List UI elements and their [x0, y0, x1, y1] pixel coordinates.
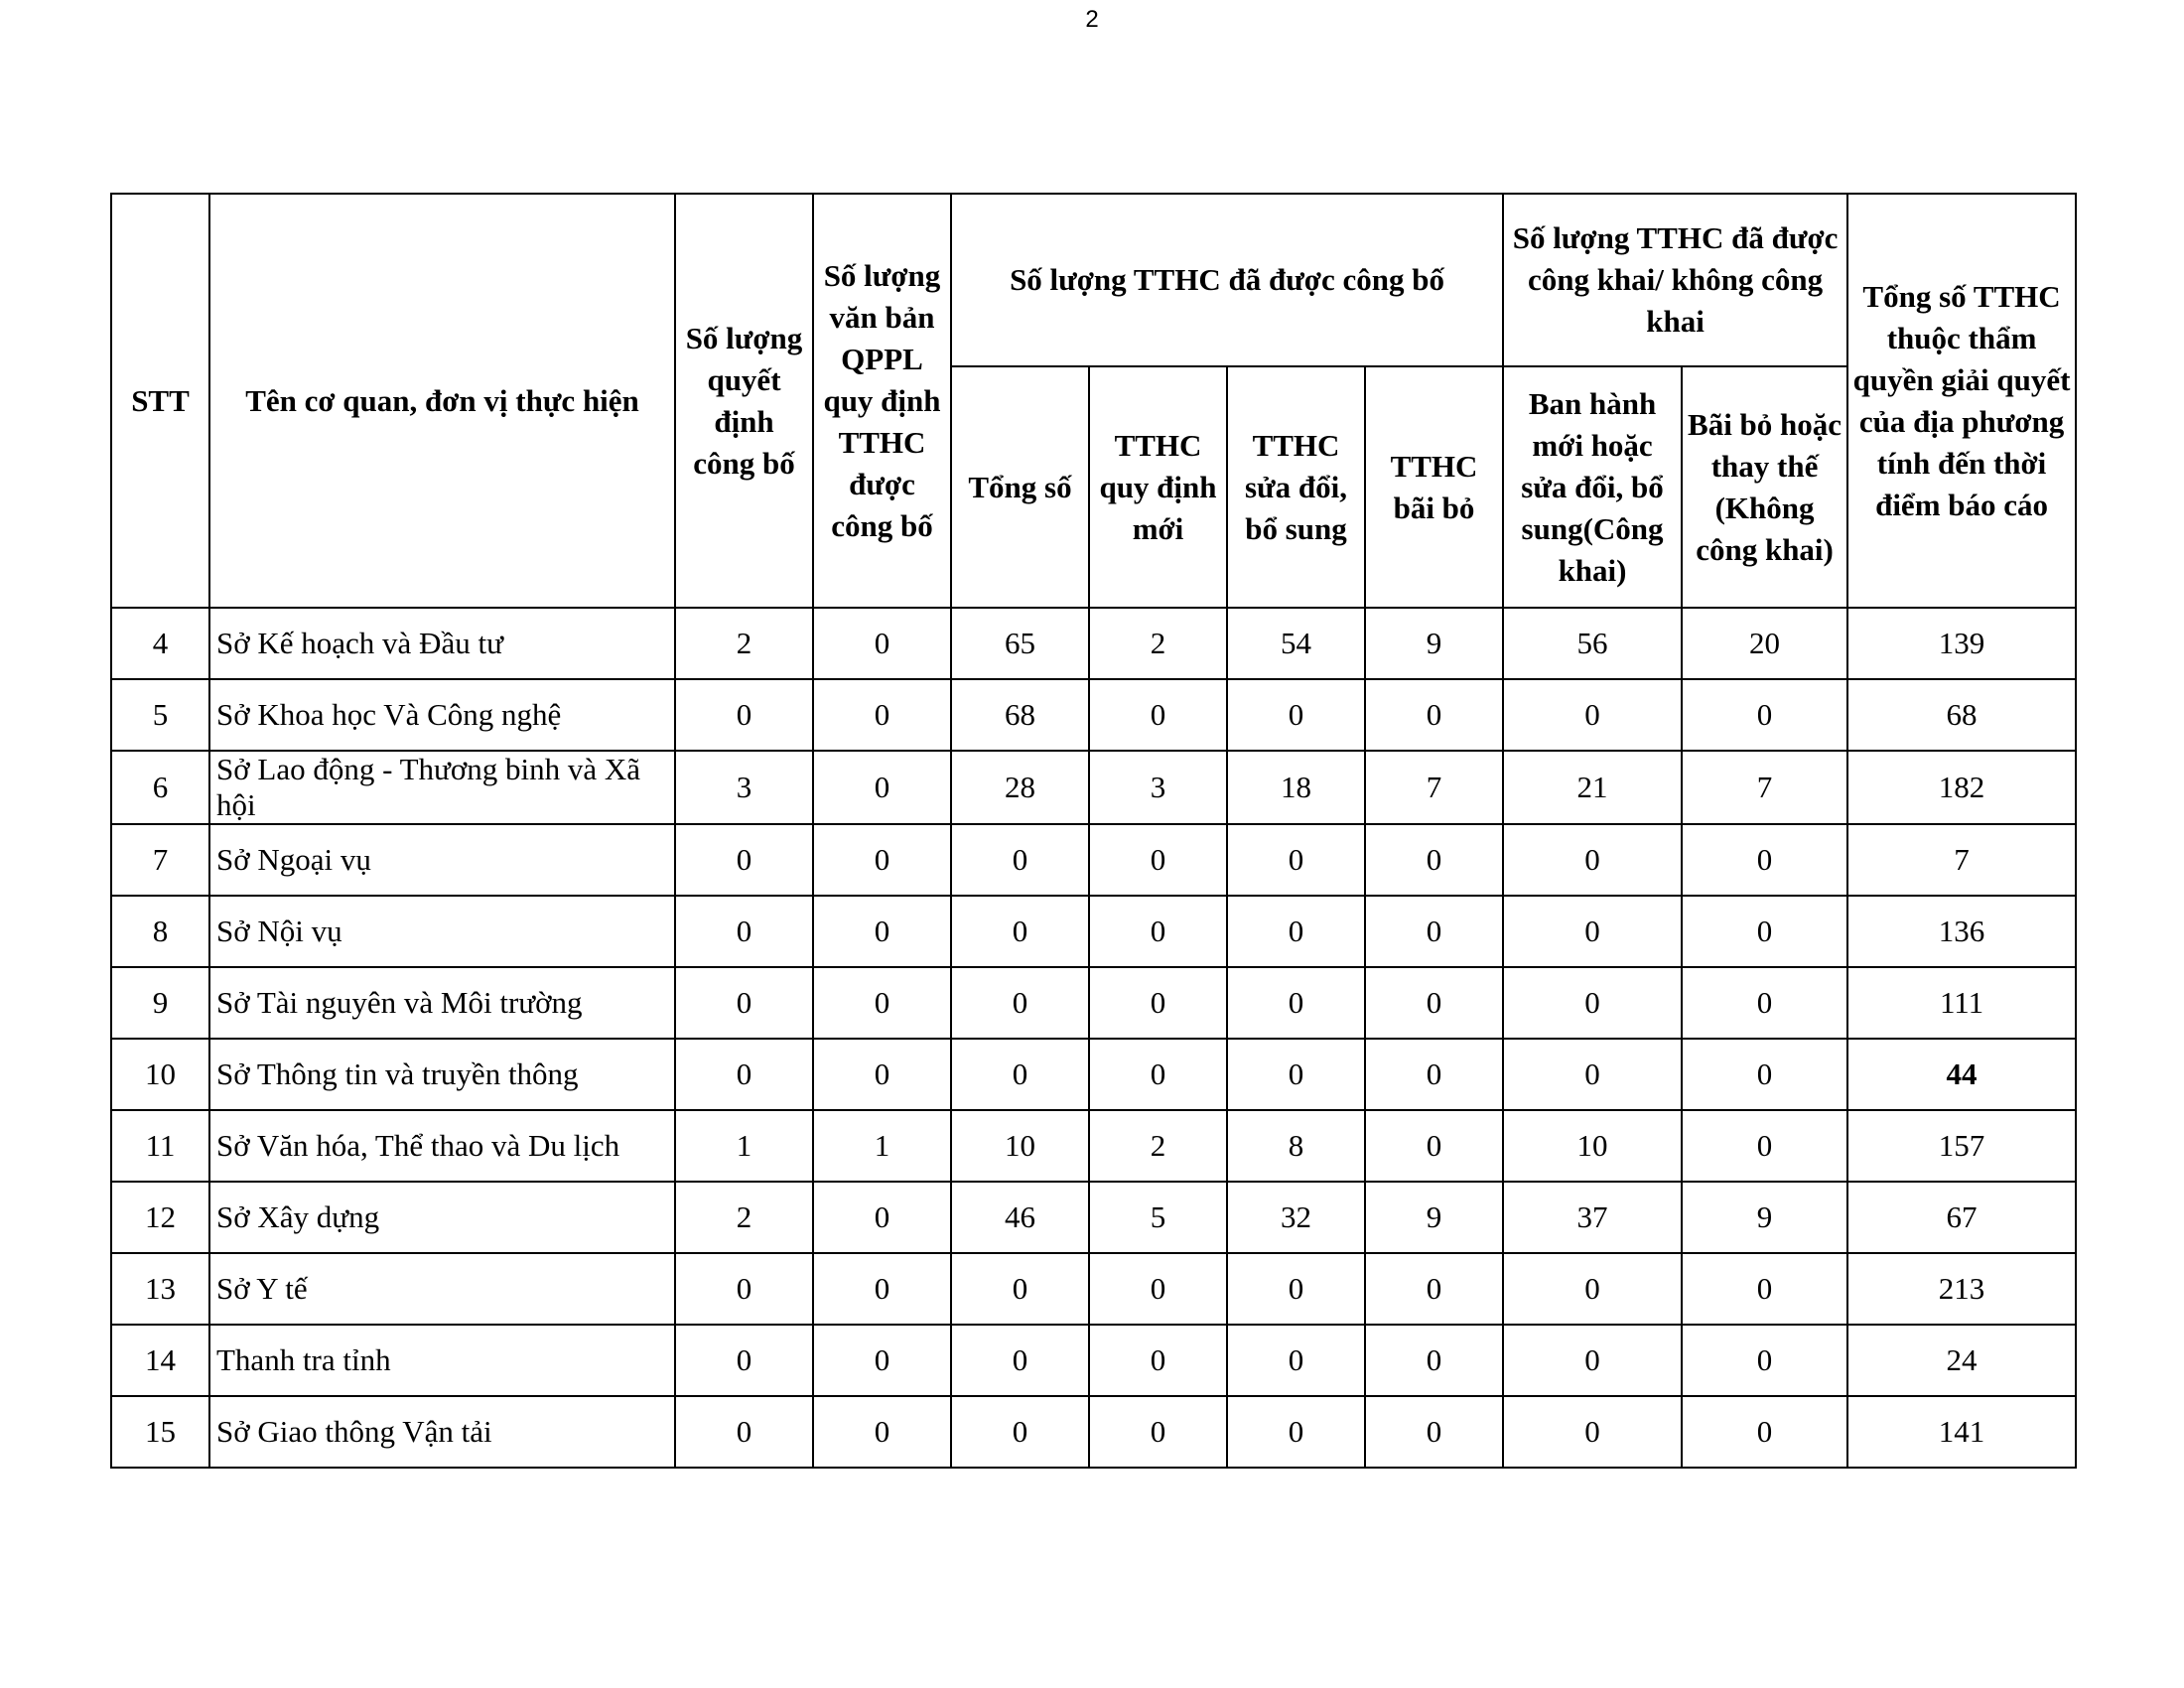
header-group-cong-khai: Số lượng TTHC đã được công khai/ không công khai	[1503, 194, 1847, 366]
cell-moi: 0	[1089, 1396, 1227, 1468]
cell-moi: 0	[1089, 824, 1227, 896]
table-row	[111, 967, 2076, 1039]
table-row	[111, 1182, 2076, 1253]
cell-total: 139	[1847, 608, 2076, 679]
table-header	[111, 194, 2076, 608]
cell-name: Sở Tài nguyên và Môi trường	[209, 967, 675, 1039]
table-row	[111, 1110, 2076, 1182]
cell-qd: 0	[675, 1396, 813, 1468]
cell-tong: 28	[951, 751, 1089, 824]
cell-stt: 13	[111, 1253, 209, 1325]
header-quy-dinh-moi: TTHC quy định mới	[1089, 366, 1227, 608]
cell-total: 7	[1847, 824, 2076, 896]
cell-total: 44	[1847, 1039, 2076, 1110]
cell-qd: 0	[675, 679, 813, 751]
cell-baibo: 0	[1365, 1253, 1503, 1325]
cell-tong: 0	[951, 824, 1089, 896]
cell-congkhai: 37	[1503, 1182, 1682, 1253]
cell-tong: 0	[951, 1325, 1089, 1396]
cell-total: 111	[1847, 967, 2076, 1039]
cell-moi: 2	[1089, 1110, 1227, 1182]
cell-tong: 10	[951, 1110, 1089, 1182]
cell-moi: 5	[1089, 1182, 1227, 1253]
cell-khong: 7	[1682, 751, 1847, 824]
cell-vb: 0	[813, 608, 951, 679]
cell-total: 157	[1847, 1110, 2076, 1182]
cell-stt: 8	[111, 896, 209, 967]
cell-vb: 0	[813, 1325, 951, 1396]
cell-qd: 0	[675, 1325, 813, 1396]
cell-vb: 0	[813, 1396, 951, 1468]
cell-congkhai: 0	[1503, 1039, 1682, 1110]
cell-total: 182	[1847, 751, 2076, 824]
cell-moi: 0	[1089, 967, 1227, 1039]
header-ban-hanh: Ban hành mới hoặc sửa đổi, bổ sung(Công khai)	[1503, 366, 1682, 608]
cell-sua: 32	[1227, 1182, 1365, 1253]
cell-khong: 0	[1682, 679, 1847, 751]
cell-stt: 10	[111, 1039, 209, 1110]
cell-vb: 0	[813, 824, 951, 896]
cell-baibo: 0	[1365, 824, 1503, 896]
cell-name: Sở Lao động - Thương binh và Xã hội	[209, 751, 675, 824]
table-row	[111, 1325, 2076, 1396]
cell-khong: 0	[1682, 896, 1847, 967]
cell-sua: 0	[1227, 679, 1365, 751]
table-row	[111, 751, 2076, 824]
cell-sua: 0	[1227, 1253, 1365, 1325]
cell-name: Sở Văn hóa, Thể thao và Du lịch	[209, 1110, 675, 1182]
cell-baibo: 0	[1365, 679, 1503, 751]
cell-name: Sở Giao thông Vận tải	[209, 1396, 675, 1468]
page-number: 2	[1085, 6, 1099, 33]
cell-total: 136	[1847, 896, 2076, 967]
cell-khong: 0	[1682, 1396, 1847, 1468]
table-row	[111, 824, 2076, 896]
cell-vb: 0	[813, 1039, 951, 1110]
cell-tong: 0	[951, 1039, 1089, 1110]
cell-sua: 0	[1227, 967, 1365, 1039]
header-group-cong-bo: Số lượng TTHC đã được công bố	[951, 194, 1503, 366]
cell-qd: 0	[675, 1253, 813, 1325]
table-row	[111, 1396, 2076, 1468]
cell-moi: 0	[1089, 1253, 1227, 1325]
cell-tong: 68	[951, 679, 1089, 751]
cell-name: Sở Nội vụ	[209, 896, 675, 967]
header-bai-bo-thay-the: Bãi bỏ hoặc thay thế (Không công khai)	[1682, 366, 1847, 608]
cell-congkhai: 0	[1503, 896, 1682, 967]
cell-baibo: 0	[1365, 1110, 1503, 1182]
cell-khong: 0	[1682, 824, 1847, 896]
cell-qd: 3	[675, 751, 813, 824]
cell-tong: 0	[951, 1253, 1089, 1325]
cell-moi: 0	[1089, 896, 1227, 967]
cell-baibo: 9	[1365, 608, 1503, 679]
cell-stt: 14	[111, 1325, 209, 1396]
cell-name: Sở Ngoại vụ	[209, 824, 675, 896]
cell-stt: 15	[111, 1396, 209, 1468]
header-so-quyet-dinh: Số lượng quyết định công bố	[675, 194, 813, 608]
cell-total: 141	[1847, 1396, 2076, 1468]
cell-baibo: 0	[1365, 1396, 1503, 1468]
cell-congkhai: 0	[1503, 967, 1682, 1039]
cell-congkhai: 56	[1503, 608, 1682, 679]
cell-sua: 54	[1227, 608, 1365, 679]
cell-baibo: 0	[1365, 967, 1503, 1039]
cell-sua: 0	[1227, 896, 1365, 967]
cell-tong: 0	[951, 896, 1089, 967]
cell-khong: 0	[1682, 1253, 1847, 1325]
cell-congkhai: 0	[1503, 1253, 1682, 1325]
cell-congkhai: 21	[1503, 751, 1682, 824]
cell-vb: 0	[813, 967, 951, 1039]
cell-name: Sở Xây dựng	[209, 1182, 675, 1253]
cell-moi: 0	[1089, 1325, 1227, 1396]
cell-total: 67	[1847, 1182, 2076, 1253]
cell-qd: 0	[675, 967, 813, 1039]
cell-moi: 0	[1089, 679, 1227, 751]
report-table	[110, 193, 2077, 1469]
cell-stt: 4	[111, 608, 209, 679]
cell-qd: 1	[675, 1110, 813, 1182]
cell-name: Sở Y tế	[209, 1253, 675, 1325]
table-row	[111, 608, 2076, 679]
cell-congkhai: 10	[1503, 1110, 1682, 1182]
table-row	[111, 896, 2076, 967]
table-body	[111, 608, 2076, 1468]
cell-stt: 6	[111, 751, 209, 824]
cell-khong: 0	[1682, 967, 1847, 1039]
cell-name: Thanh tra tỉnh	[209, 1325, 675, 1396]
cell-sua: 8	[1227, 1110, 1365, 1182]
cell-congkhai: 0	[1503, 1325, 1682, 1396]
cell-congkhai: 0	[1503, 679, 1682, 751]
cell-baibo: 0	[1365, 896, 1503, 967]
table-row	[111, 1253, 2076, 1325]
cell-vb: 0	[813, 751, 951, 824]
cell-khong: 9	[1682, 1182, 1847, 1253]
cell-sua: 0	[1227, 824, 1365, 896]
cell-baibo: 9	[1365, 1182, 1503, 1253]
header-stt: STT	[111, 194, 209, 608]
cell-qd: 0	[675, 896, 813, 967]
header-name: Tên cơ quan, đơn vị thực hiện	[209, 194, 675, 608]
cell-baibo: 7	[1365, 751, 1503, 824]
cell-vb: 0	[813, 896, 951, 967]
cell-khong: 0	[1682, 1039, 1847, 1110]
cell-baibo: 0	[1365, 1325, 1503, 1396]
cell-total: 24	[1847, 1325, 2076, 1396]
cell-tong: 0	[951, 967, 1089, 1039]
cell-name: Sở Khoa học Và Công nghệ	[209, 679, 675, 751]
cell-stt: 5	[111, 679, 209, 751]
cell-moi: 2	[1089, 608, 1227, 679]
cell-qd: 2	[675, 608, 813, 679]
cell-qd: 2	[675, 1182, 813, 1253]
cell-vb: 1	[813, 1110, 951, 1182]
cell-sua: 18	[1227, 751, 1365, 824]
header-bai-bo: TTHC bãi bỏ	[1365, 366, 1503, 608]
cell-khong: 0	[1682, 1325, 1847, 1396]
cell-vb: 0	[813, 1182, 951, 1253]
cell-congkhai: 0	[1503, 1396, 1682, 1468]
cell-baibo: 0	[1365, 1039, 1503, 1110]
header-sua-doi: TTHC sửa đổi, bổ sung	[1227, 366, 1365, 608]
cell-khong: 20	[1682, 608, 1847, 679]
header-tong-tham-quyen: Tổng số TTHC thuộc thẩm quyền giải quyết của địa phương tính đến thời điểm báo cáo	[1847, 194, 2076, 608]
cell-stt: 11	[111, 1110, 209, 1182]
cell-name: Sở Thông tin và truyền thông	[209, 1039, 675, 1110]
cell-tong: 46	[951, 1182, 1089, 1253]
cell-sua: 0	[1227, 1396, 1365, 1468]
table-row	[111, 679, 2076, 751]
cell-qd: 0	[675, 824, 813, 896]
cell-stt: 12	[111, 1182, 209, 1253]
cell-tong: 65	[951, 608, 1089, 679]
cell-tong: 0	[951, 1396, 1089, 1468]
cell-total: 68	[1847, 679, 2076, 751]
cell-stt: 7	[111, 824, 209, 896]
cell-sua: 0	[1227, 1039, 1365, 1110]
cell-name: Sở Kế hoạch và Đầu tư	[209, 608, 675, 679]
cell-moi: 0	[1089, 1039, 1227, 1110]
header-so-van-ban: Số lượng văn bản QPPL quy định TTHC được công bố	[813, 194, 951, 608]
cell-moi: 3	[1089, 751, 1227, 824]
cell-stt: 9	[111, 967, 209, 1039]
cell-qd: 0	[675, 1039, 813, 1110]
header-tong-so: Tổng số	[951, 366, 1089, 608]
table-row	[111, 1039, 2076, 1110]
cell-khong: 0	[1682, 1110, 1847, 1182]
cell-sua: 0	[1227, 1325, 1365, 1396]
cell-vb: 0	[813, 1253, 951, 1325]
cell-total: 213	[1847, 1253, 2076, 1325]
cell-vb: 0	[813, 679, 951, 751]
cell-congkhai: 0	[1503, 824, 1682, 896]
